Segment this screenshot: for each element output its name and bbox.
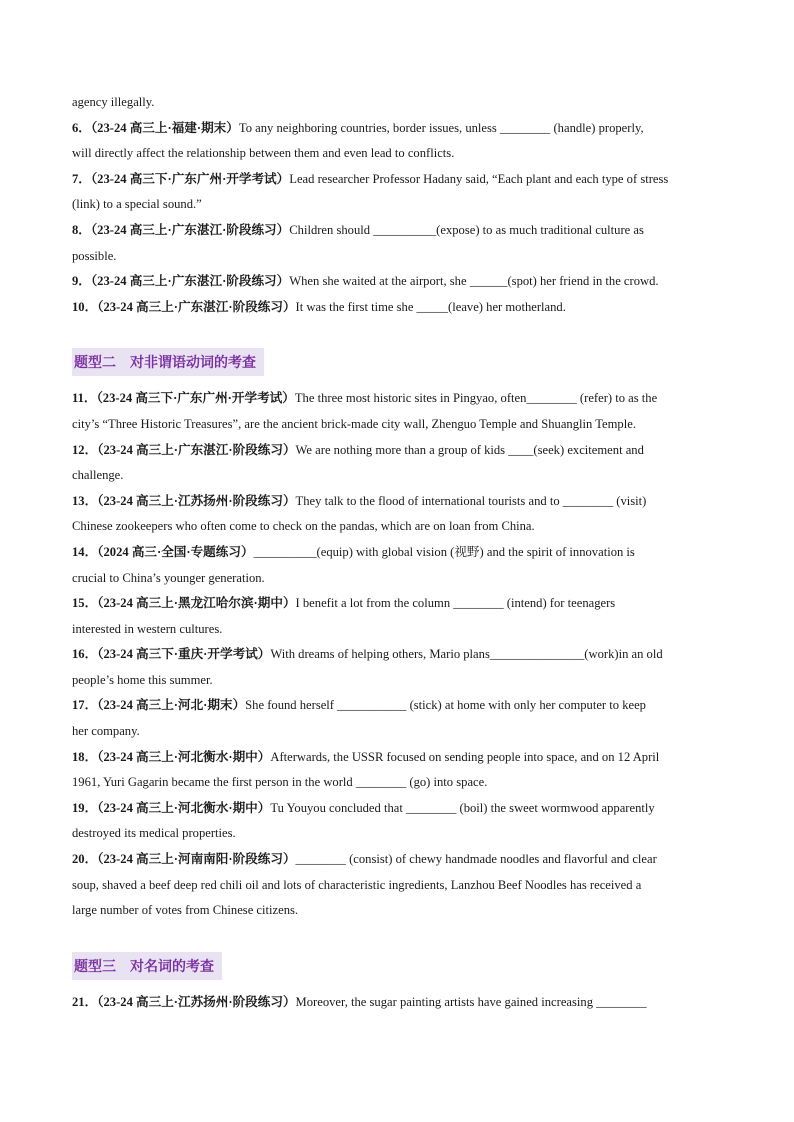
question-source: （23-24 高三上·广东湛江·阶段练习） bbox=[97, 442, 296, 457]
question-number: 11． bbox=[72, 391, 97, 406]
question-source: （23-24 高三上·河南南阳·阶段练习） bbox=[97, 852, 296, 867]
question-continuation: 1961, Yuri Gagarin became the first person in the world ________ (go) into space. bbox=[72, 775, 488, 790]
question-continuation: soup, shaved a beef deep red chili oil and lots of characteristic ingredients, Lanzhou Beef Noodles has received a bbox=[72, 877, 642, 892]
question-text: Children should __________(expose) to as much traditional culture as bbox=[289, 222, 644, 237]
question-item bbox=[72, 386, 732, 437]
question-number: 21． bbox=[72, 994, 98, 1009]
question-source: （23-24 高三上·黑龙江哈尔滨·期中） bbox=[97, 596, 296, 611]
question-text: With dreams of helping others, Mario plans_______________(work)in an old bbox=[270, 647, 663, 662]
question-number: 13． bbox=[72, 493, 98, 508]
question-text: Lead researcher Professor Hadany said, “Each plant and each type of stress bbox=[289, 171, 669, 186]
question-line bbox=[72, 693, 732, 719]
question-number: 18． bbox=[72, 749, 98, 764]
question-item bbox=[72, 116, 732, 167]
question-number: 8． bbox=[72, 222, 91, 237]
question-text: When she waited at the airport, she ______(spot) her friend in the crowd. bbox=[289, 274, 659, 289]
question-line bbox=[72, 218, 732, 244]
question-text: ________ (consist) of chewy handmade noodles and flavorful and clear bbox=[295, 852, 657, 867]
question-line bbox=[72, 796, 732, 822]
question-text: The three most historic sites in Pingyao, often________ (refer) to as the bbox=[294, 391, 658, 406]
question-text: She found herself ___________ (stick) at home with only her computer to keep bbox=[245, 698, 646, 713]
question-item bbox=[72, 642, 732, 693]
question-source: （23-24 高三下·广东广州·开学考试） bbox=[90, 171, 290, 186]
question-text: Afterwards, the USSR focused on sending people into space, and on 12 April bbox=[270, 749, 660, 764]
question-item bbox=[72, 438, 732, 489]
question-number: 12． bbox=[72, 442, 98, 457]
question-source: （23-24 高三上·福建·期末） bbox=[90, 120, 239, 135]
question-source: （23-24 高三上·河北衡水·期中） bbox=[97, 749, 271, 764]
question-continuation: possible. bbox=[72, 248, 117, 263]
question-line bbox=[72, 438, 732, 464]
question-line bbox=[72, 295, 732, 321]
question-text: It was the first time she _____(leave) her motherland. bbox=[295, 299, 566, 314]
question-number: 6． bbox=[72, 120, 91, 135]
question-group-nonfinite bbox=[72, 386, 732, 923]
question-source: （2024 高三·全国·专题练习） bbox=[97, 544, 254, 559]
question-item bbox=[72, 269, 732, 295]
question-continuation: city’s “Three Historic Treasures”, are the ancient brick-made city wall, Zhenguo Temple and Shuanglin Temple. bbox=[72, 416, 636, 431]
question-text: We are nothing more than a group of kids ____(seek) excitement and bbox=[295, 442, 644, 457]
question-item bbox=[72, 796, 732, 847]
question-line bbox=[72, 745, 732, 771]
question-number: 19． bbox=[72, 800, 98, 815]
question-item bbox=[72, 218, 732, 269]
question-group-tense bbox=[72, 116, 732, 321]
question-source: （23-24 高三上·江苏扬州·阶段练习） bbox=[97, 994, 296, 1009]
question-number: 7． bbox=[72, 171, 91, 186]
question-text: __________(equip) with global vision (视野) and the spirit of innovation is bbox=[253, 544, 635, 559]
question-source: （23-24 高三上·河北·期末） bbox=[97, 698, 246, 713]
question-line bbox=[72, 269, 732, 295]
question-item bbox=[72, 489, 732, 540]
question-continuation: people’s home this summer. bbox=[72, 672, 213, 687]
question-continuation: destroyed its medical properties. bbox=[72, 826, 236, 841]
question-item bbox=[72, 540, 732, 591]
question-line bbox=[72, 167, 732, 193]
question-item bbox=[72, 990, 732, 1016]
question-number: 10． bbox=[72, 299, 98, 314]
question-number: 14． bbox=[72, 544, 98, 559]
question-item bbox=[72, 591, 732, 642]
section-heading-2: 题型二 对非谓语动词的考查 bbox=[72, 348, 264, 376]
question-number: 16． bbox=[72, 647, 98, 662]
question-item bbox=[72, 295, 732, 321]
question-text: I benefit a lot from the column ________ (intend) for teenagers bbox=[295, 596, 616, 611]
question-line bbox=[72, 990, 732, 1016]
question-source: （23-24 高三下·重庆·开学考试） bbox=[97, 647, 271, 662]
question-text: Moreover, the sugar painting artists have gained increasing ________ bbox=[295, 994, 647, 1009]
question-source: （23-24 高三上·江苏扬州·阶段练习） bbox=[97, 493, 296, 508]
document-page bbox=[72, 90, 732, 1015]
question-source: （23-24 高三下·广东广州·开学考试） bbox=[96, 391, 295, 406]
section-heading-3: 题型三 对名词的考查 bbox=[72, 952, 222, 980]
question-line bbox=[72, 489, 732, 515]
question-continuation: interested in western cultures. bbox=[72, 621, 223, 636]
question-text: Tu Youyou concluded that ________ (boil) the sweet wormwood apparently bbox=[270, 800, 655, 815]
question-text: To any neighboring countries, border issues, unless ________ (handle) properly, bbox=[238, 120, 644, 135]
question-item bbox=[72, 745, 732, 796]
question-line bbox=[72, 540, 732, 566]
question-line bbox=[72, 847, 732, 873]
question-line bbox=[72, 116, 732, 142]
question-source: （23-24 高三上·广东湛江·阶段练习） bbox=[90, 222, 290, 237]
question-line bbox=[72, 591, 732, 617]
question-number: 17． bbox=[72, 698, 98, 713]
question-continuation: her company. bbox=[72, 724, 140, 739]
question-item bbox=[72, 167, 732, 218]
question-text: They talk to the flood of international tourists and to ________ (visit) bbox=[295, 493, 647, 508]
question-line bbox=[72, 642, 732, 668]
question-item bbox=[72, 693, 732, 744]
question-number: 20． bbox=[72, 852, 98, 867]
continued-text: agency illegally. bbox=[72, 95, 155, 109]
question-line bbox=[72, 386, 732, 412]
question-number: 9． bbox=[72, 274, 91, 289]
question-group-noun bbox=[72, 990, 732, 1016]
question-source: （23-24 高三上·河北衡水·期中） bbox=[97, 800, 271, 815]
question-continuation: crucial to China’s younger generation. bbox=[72, 570, 265, 585]
question-number: 15． bbox=[72, 596, 98, 611]
question-continuation: (link) to a special sound.” bbox=[72, 197, 202, 212]
question-continuation: challenge. bbox=[72, 468, 124, 483]
question-continuation: large number of votes from Chinese citizens. bbox=[72, 903, 299, 918]
question-continuation: will directly affect the relationship between them and even lead to conflicts. bbox=[72, 146, 455, 161]
question-source: （23-24 高三上·广东湛江·阶段练习） bbox=[97, 299, 296, 314]
question-item bbox=[72, 847, 732, 924]
question-source: （23-24 高三上·广东湛江·阶段练习） bbox=[90, 274, 290, 289]
question-continuation: Chinese zookeepers who often come to check on the pandas, which are on loan from China. bbox=[72, 519, 535, 534]
